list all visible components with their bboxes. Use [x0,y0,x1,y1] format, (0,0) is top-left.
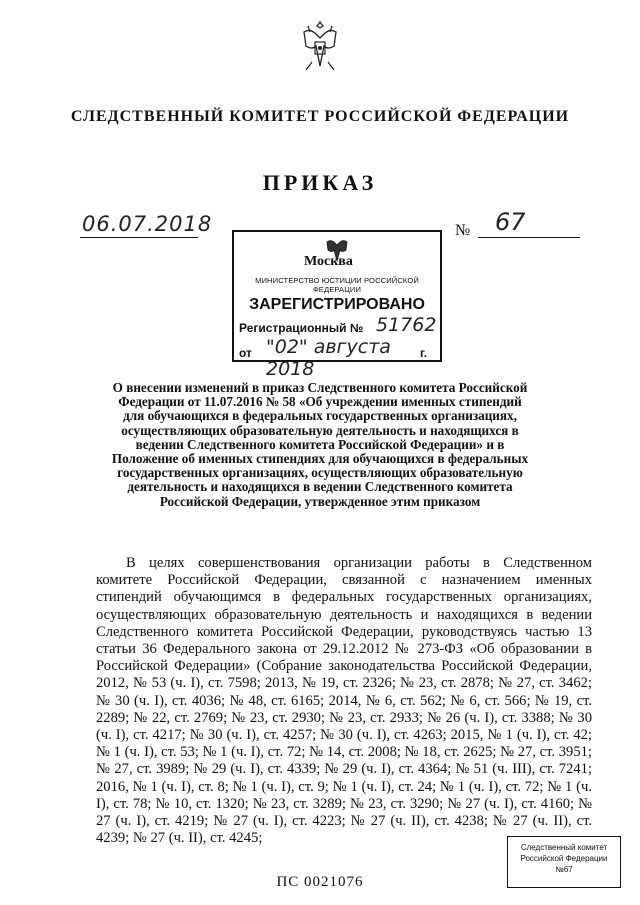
order-number: 67 [495,208,526,236]
form-code: ПС 0021076 [276,874,364,890]
stamp-status: ЗАРЕГИСТРИРОВАНО [249,296,425,313]
stamp-reg-date: "02" августа 2018 [266,336,391,380]
date-underline [80,237,198,238]
organization-name: СЛЕДСТВЕННЫЙ КОМИТЕТ РОССИЙСКОЙ ФЕДЕРАЦИИ [70,108,570,125]
document-type: ПРИКАЗ [262,170,378,195]
corner-stamp [507,836,621,888]
stamp-year-suffix: г. [420,346,428,360]
order-title: О внесении изменений в приказ Следственного комитета Российской Федерации от 11.07.2016 № 58 «Об учреждении именных стипендий для обучающихся в федеральных государственных организациях, осуществляющих образовательную деятельность и находящихся в ведении Следственного комитета Российской Федерации» и в Положение об именных стипендиях для обучающихся в федеральных государственных организациях, осуществляющих образовательную деятельность и находящихся в ведении Следственного комитета Российской Федерации, утвержденное этим приказом [111,380,529,509]
stamp-reg-label: Регистрационный № [239,321,364,335]
stamp-ministry: МИНИСТЕРСТВО ЮСТИЦИИ РОССИЙСКОЙ ФЕДЕРАЦИИ [255,276,419,294]
order-date: 06.07.2018 [82,212,213,236]
stamp-date-prefix: от [239,346,252,360]
number-sign: № [455,222,471,239]
stamp-city: Москва [304,254,353,269]
number-underline [478,237,580,238]
corner-stamp-line: №67 [555,865,573,874]
coat-of-arms-icon [296,18,344,74]
stamp-reg-number: 51762 [376,314,437,336]
corner-stamp-line: Следственный комитет [520,843,608,852]
order-body: В целях совершенствования организации работы в Следственном комитете Российской Федерации, связанной с назначением именных стипендий обучающимся в федеральных государственных организациях, осуществляющих образовательную деятельность и находящихся в ведении Следственного комитета Российской Федерации, руководствуясь частью 13 статьи 36 Федерального закона от 29.12.2012 № 273-ФЗ «Об образовании в Российской Федерации» (Собрание законодательства Российской Федерации, 2012, № 53 (ч. I), ст. 7598; 2013, № 19, ст. 2326; № 23, ст. 2878; № 27, ст. 3462; № 30 (ч. I), ст. 4036; № 48, ст. 6165; 2014, № 6, ст. 562; № 6, ст. 566; № 19, ст. 2289; № 22, ст. 2769; № 23, ст. 2930; № 23, ст. 2933; № 26 (ч. I), ст. 3388; № 30 (ч. I), ст. 4217; № 30 (ч. I), ст. 4257; № 30 (ч. I), ст. 4263; 2015, № 1 (ч. I), ст. 42; № 1 (ч. I), ст. 53; № 1 (ч. I), ст. 72; № 14, ст. 2008; № 18, ст. 2625; № 27, ст. 3951; № 27, ст. 3989; № 29 (ч. I), ст. 4339; № 29 (ч. I), ст. 4364; № 51 (ч. III), ст. 7241; 2016, № 1 (ч. I), ст. 8; № 1 (ч. I), ст. 9; № 1 (ч. I), ст. 24; № 1 (ч. I), ст. 72; № 1 (ч. I), ст. 78; № 10, ст. 1320; № 23, ст. 3289; № 23, ст. 3290; № 27 (ч. I), ст. 4160; № 27 (ч. I), ст. 4219; № 27 (ч. I), ст. 4223; № 27 (ч. II), ст. 4238; № 27 (ч. II), ст. 4239; № 27 (ч. II), ст. 4245; [96,555,592,847]
registration-stamp [232,230,442,380]
corner-stamp-line: Российской Федерации [520,854,608,863]
